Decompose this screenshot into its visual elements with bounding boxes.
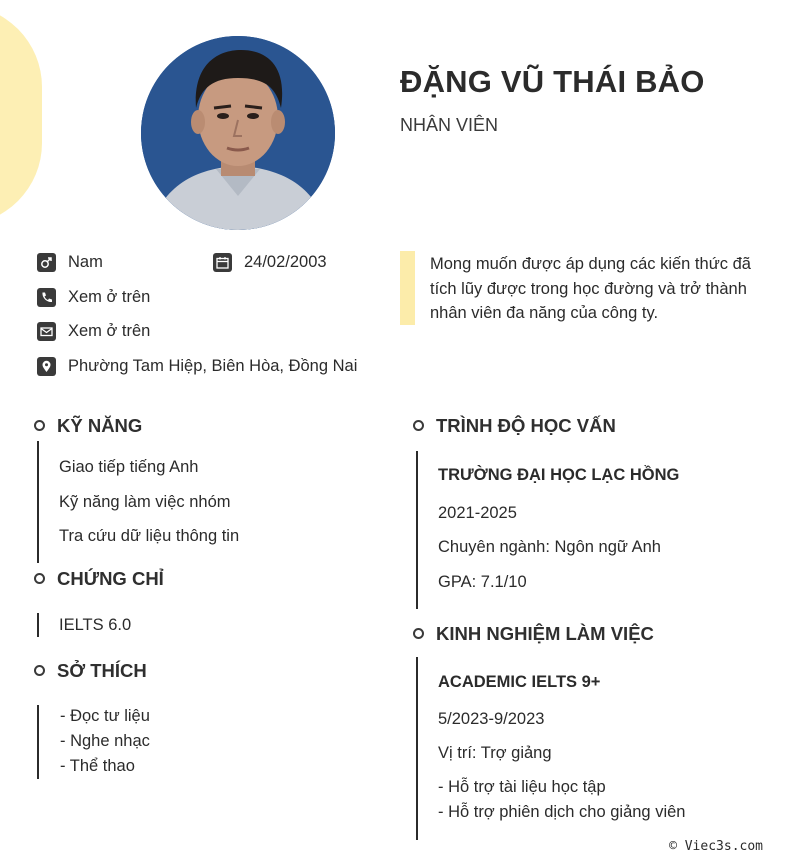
email-icon <box>37 322 56 341</box>
section-title-education: TRÌNH ĐỘ HỌC VẤN <box>436 415 616 437</box>
skill-item: Tra cứu dữ liệu thông tin <box>59 527 240 545</box>
experience-duty: - Hỗ trợ phiên dịch cho giảng viên <box>438 803 686 821</box>
gender-value: Nam <box>68 253 103 271</box>
birthdate-value: 24/02/2003 <box>244 253 327 271</box>
hobbies-timeline-line <box>37 705 39 779</box>
career-objective: Mong muốn được áp dụng các kiến thức đã tích lũy được trong học đường và trở thành nhân viên đa năng của công ty. <box>430 255 751 322</box>
decorative-accent-shape <box>0 5 42 225</box>
info-email <box>37 322 150 341</box>
certificates-timeline-line <box>37 613 39 637</box>
experience-period: 5/2023-9/2023 <box>438 710 545 728</box>
hobby-item: - Thể thao <box>60 757 135 775</box>
section-bullet-icon <box>34 573 45 584</box>
skill-item: Kỹ năng làm việc nhóm <box>59 493 231 511</box>
section-title-skills: KỸ NĂNG <box>57 415 142 437</box>
phone-icon <box>37 288 56 307</box>
email-value: Xem ở trên <box>68 322 151 340</box>
candidate-name: ĐẶNG VŨ THÁI BẢO <box>400 64 705 99</box>
certificate-item: IELTS 6.0 <box>59 616 132 634</box>
gender-icon <box>37 253 56 272</box>
section-bullet-icon <box>34 420 45 431</box>
section-title-hobbies: SỞ THÍCH <box>57 660 147 682</box>
experience-position: Vị trí: Trợ giảng <box>438 744 552 762</box>
section-bullet-icon <box>34 665 45 676</box>
info-phone <box>37 288 150 307</box>
education-major: Chuyên ngành: Ngôn ngữ Anh <box>438 538 661 556</box>
skill-item: Giao tiếp tiếng Anh <box>59 458 199 476</box>
info-gender <box>37 253 103 272</box>
section-bullet-icon <box>413 420 424 431</box>
address-value: Phường Tam Hiệp, Biên Hòa, Đồng Nai <box>68 357 358 375</box>
candidate-title: NHÂN VIÊN <box>400 115 499 135</box>
objective-accent-bar <box>400 251 415 325</box>
education-gpa: GPA: 7.1/10 <box>438 573 527 591</box>
info-birthdate <box>213 253 327 272</box>
experience-timeline-line <box>416 657 418 840</box>
education-period: 2021-2025 <box>438 504 517 522</box>
section-bullet-icon <box>413 628 424 639</box>
hobby-item: - Đọc tư liệu <box>60 707 150 725</box>
footer-copyright: © Viec3s.com <box>669 839 763 854</box>
phone-value: Xem ở trên <box>68 288 151 306</box>
school-name: TRƯỜNG ĐẠI HỌC LẠC HỒNG <box>438 466 680 484</box>
experience-duty: - Hỗ trợ tài liệu học tập <box>438 778 606 796</box>
profile-photo <box>141 36 335 230</box>
company-name: ACADEMIC IELTS 9+ <box>438 673 601 691</box>
education-timeline-line <box>416 451 418 609</box>
hobby-item: - Nghe nhạc <box>60 732 150 750</box>
info-address <box>37 357 357 376</box>
section-title-experience: KINH NGHIỆM LÀM VIỆC <box>436 623 654 645</box>
location-icon <box>37 357 56 376</box>
skills-timeline-line <box>37 441 39 563</box>
section-title-certificates: CHỨNG CHỈ <box>57 568 164 590</box>
calendar-icon <box>213 253 232 272</box>
